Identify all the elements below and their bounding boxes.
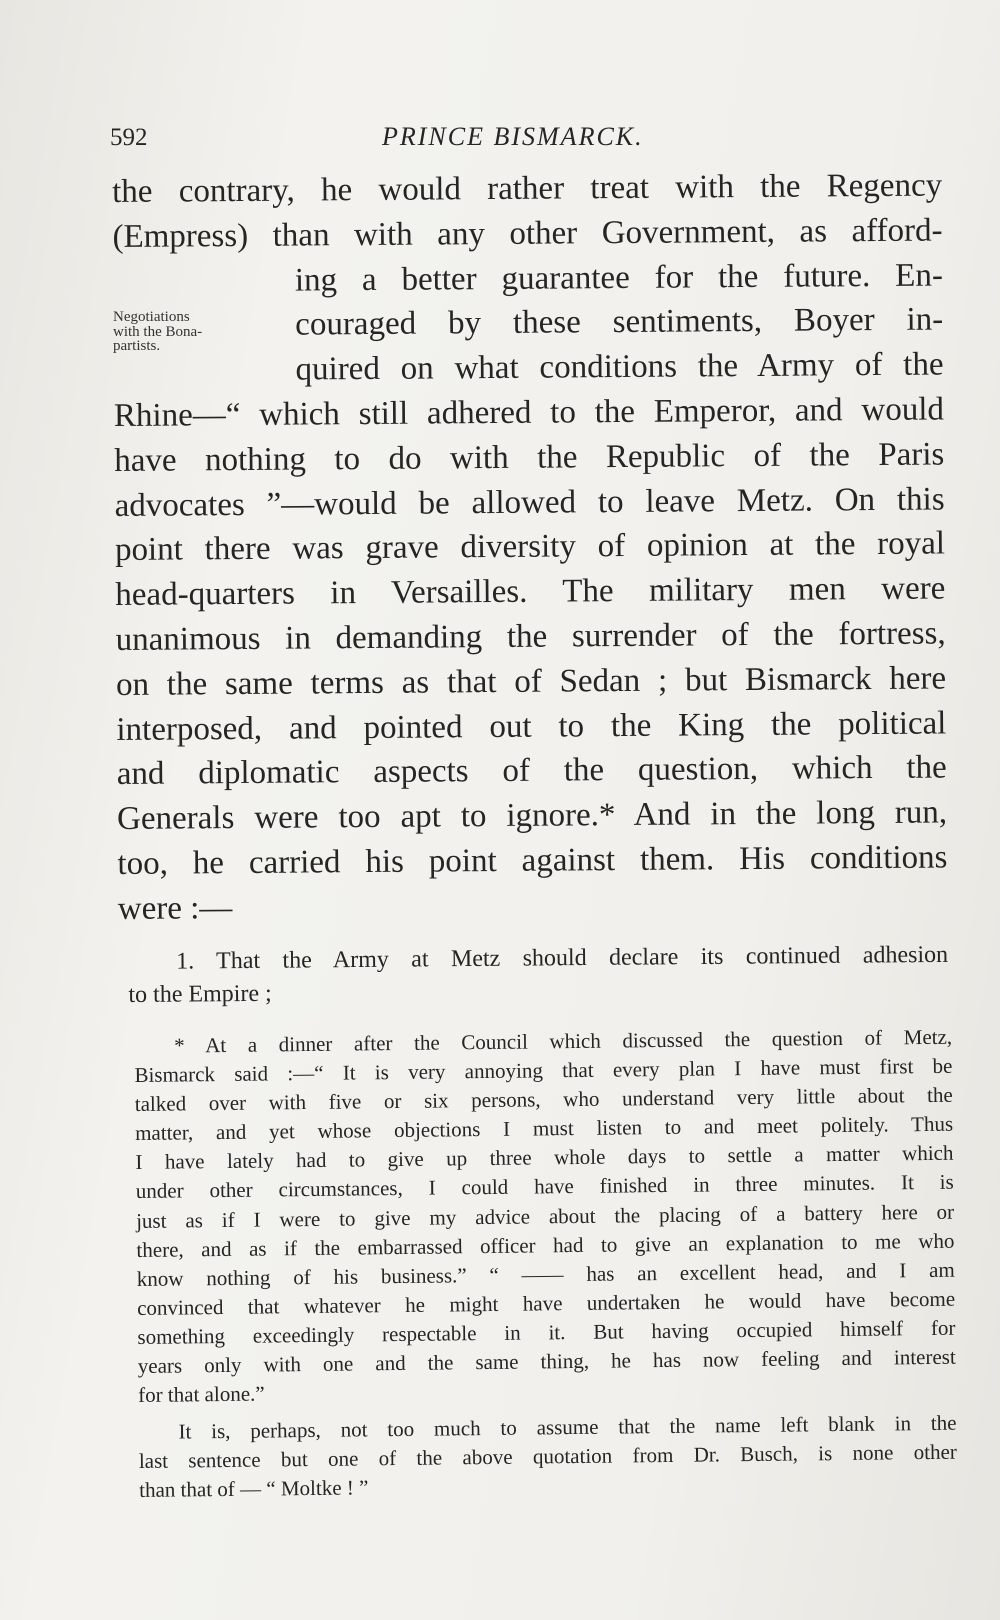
footnote-line: I have lately had to give up three whole days to settle a matter which xyxy=(135,1141,954,1175)
footnote-line: under other circumstances, I could have finished in three minutes. It is xyxy=(135,1170,954,1204)
page-number: 592 xyxy=(110,124,148,151)
text-line: quired on what conditions the Army of the xyxy=(295,346,944,388)
conditions-list xyxy=(128,939,949,1012)
text-line: ing a better guarantee for the future. En- xyxy=(294,257,943,299)
text-line: and diplomatic aspects of the question, which the xyxy=(116,749,947,793)
footnote-line: convinced that whatever he might have undertaken he would have become xyxy=(136,1286,956,1320)
text-line: on the same terms as that of Sedan ; but Bismarck here xyxy=(115,660,947,703)
footnote-line: talked over with five or six persons, who understand very little about the xyxy=(134,1082,953,1117)
text-line: head-quarters in Versailles. The military men were xyxy=(115,570,946,614)
footnote-line: * At a dinner after the Council which discussed the question of Metz, xyxy=(174,1024,953,1058)
text-line: unanimous in demanding the surrender of the fortress, xyxy=(115,615,946,658)
condition-item-continuation: to the Empire ; xyxy=(128,980,272,1008)
footnote xyxy=(134,1023,957,1506)
text-line: Generals were too apt to ignore.* And in the long run, xyxy=(116,794,948,838)
text-line: Rhine—“ which still adhered to the Emperor, and would xyxy=(113,391,945,434)
footnote-line: know nothing of his business.” “ —— has an excellent head, and I am xyxy=(136,1257,955,1291)
footnote-line: there, and as if the embarrassed officer had to give an explanation to me who xyxy=(136,1228,955,1262)
main-text xyxy=(112,163,948,931)
running-head: PRINCE BISMARCK. xyxy=(382,122,644,151)
text-line: point there was grave diversity of opinion at the royal xyxy=(114,525,946,569)
text-line: the contrary, he would rather treat with the Regency xyxy=(112,167,943,210)
margin-note-line: partists. xyxy=(113,338,161,354)
text-line: have nothing to do with the Republic of the Paris xyxy=(114,436,945,479)
margin-note-line: with the Bona- xyxy=(113,323,203,340)
text-line: advocates ”—would be allowed to leave Metz. On this xyxy=(114,481,945,524)
text-line: (Empress) than with any other Government, as afford- xyxy=(112,212,943,255)
margin-note-line: Negotiations xyxy=(113,309,190,325)
text-line: couraged by these sentiments, Boyer in- xyxy=(295,301,944,343)
condition-item: 1. That the Army at Metz should declare its continued adhesion xyxy=(176,941,949,975)
text-line: too, he carried his point against them. His conditions xyxy=(117,839,948,882)
footnote-line: just as if I were to give my advice about the placing of a battery here or xyxy=(136,1199,955,1233)
footnote-line: something exceedingly respectable in it. But having occupied himself for xyxy=(137,1315,956,1349)
text-line: interposed, and pointed out to the King the political xyxy=(116,705,947,748)
footnote-line: Bismarck said :—“ It is very annoying that every plan I have must first be xyxy=(134,1053,953,1088)
text-line: were :— xyxy=(117,889,233,927)
footnote-line: It is, perhaps, not too much to assume that the name left blank in the xyxy=(178,1410,957,1444)
footnote-line: years only with one and the same thing, he has now feeling and interest xyxy=(137,1344,956,1379)
footnote-line: for that alone.” xyxy=(137,1381,265,1408)
footnote-line: than that of — “ Moltke ! ” xyxy=(139,1475,369,1503)
footnote-line: last sentence but one of the above quotation from Dr. Busch, is none other xyxy=(138,1440,957,1474)
footnote-line: matter, and yet whose objections I must listen to and meet politely. Thus xyxy=(135,1111,954,1146)
